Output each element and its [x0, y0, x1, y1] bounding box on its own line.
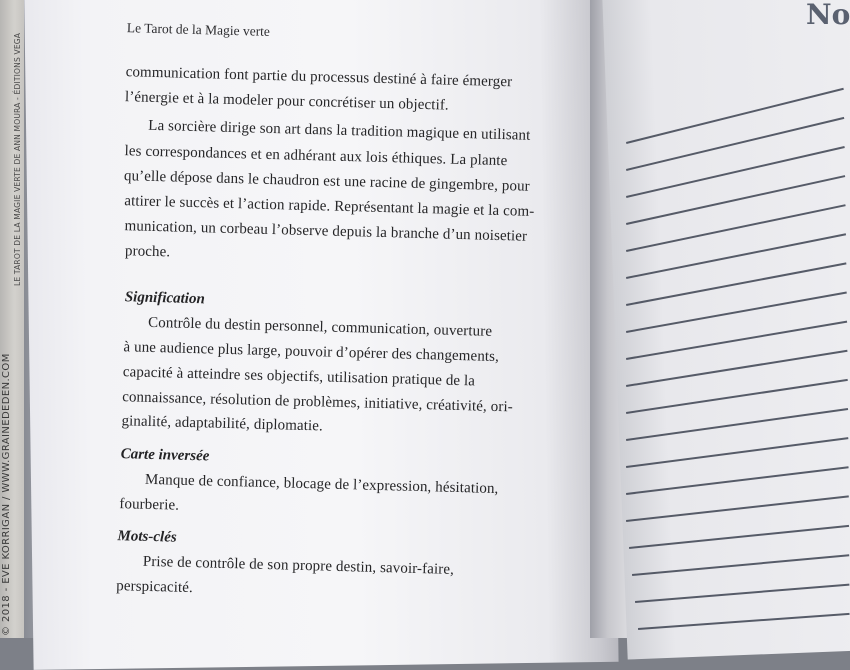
body-line: communication font partie du processus destiné à faire émerger: [125, 64, 513, 91]
body-line: attirer le succès et l’action rapide. Représentant la magie et la com-: [124, 193, 535, 220]
body-line: Prise de contrôle de son propre destin, savoir-faire,: [142, 553, 455, 578]
section-title-mots-cles: Mots-clés: [117, 528, 177, 546]
body-line: à une audience plus large, pouvoir d’opérer des changements,: [123, 339, 500, 366]
body-line: les correspondances et en adhérant aux lois éthiques. La plante: [124, 143, 508, 170]
body-line: Contrôle du destin personnel, communication, ouverture: [147, 314, 493, 340]
body-line: munication, un corbeau l’observe depuis la branche d’un noisetier: [124, 218, 528, 245]
body-line: La sorcière dirige son art dans la tradition magique en utilisant: [148, 117, 531, 144]
body-line: proche.: [124, 243, 171, 261]
body-line: connaissance, résolution de problèmes, initiative, créativité, ori-: [121, 389, 514, 416]
section-title-carte-inversee: Carte inversée: [120, 446, 210, 465]
book-credit: LE TAROT DE LA MAGIE VERTE DE ANN MOURA - ÉDITIONS VEGA: [13, 32, 22, 286]
body-line: qu’elle dépose dans le chaudron est une racine de gingembre, pour: [123, 168, 530, 195]
body-line: ginalité, adaptabilité, diplomatie.: [121, 413, 324, 435]
body-line: Manque de confiance, blocage de l’expression, hésitation,: [144, 471, 499, 498]
copyright-credit: © 2018 - EVE KORRIGAN / WWW.GRAINEDEDEN.COM: [1, 353, 12, 636]
body-line: perspicacité.: [116, 578, 194, 597]
notes-heading: No: [806, 0, 850, 31]
running-head: Le Tarot de la Magie verte: [126, 20, 271, 39]
section-title-signification: Signification: [124, 289, 206, 308]
body-line: l’énergie et à la modeler pour concrétiser un objectif.: [124, 89, 449, 114]
body-line: fourberie.: [119, 496, 180, 514]
body-line: capacité à atteindre ses objectifs, utilisation pratique de la: [122, 364, 476, 390]
